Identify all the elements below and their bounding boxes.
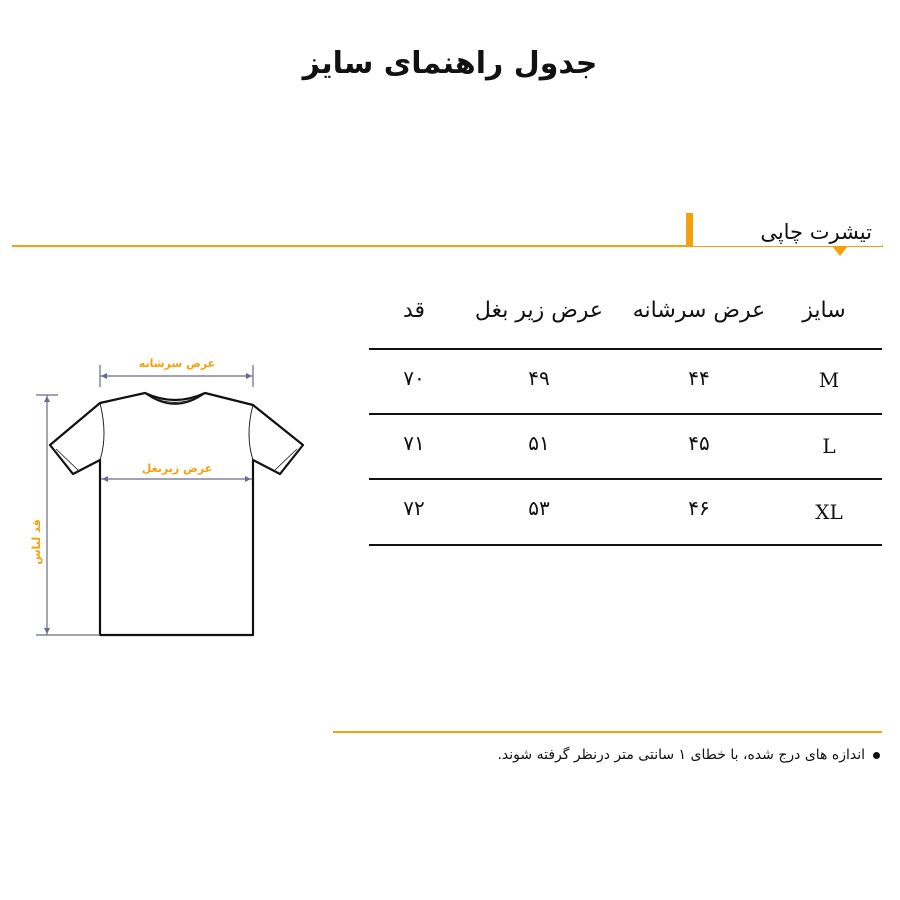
shoulder-width-label: عرض سرشانه [138, 357, 216, 370]
cell-size: M [818, 368, 840, 392]
cell-shoulder-width: ۴۶ [688, 496, 710, 520]
table-header [369, 288, 882, 348]
cell-size: XL [815, 500, 843, 524]
cell-chest-width: ۵۳ [528, 496, 550, 520]
table-divider [369, 413, 882, 415]
cell-shoulder-width: ۴۴ [688, 366, 710, 390]
size-table [369, 288, 882, 524]
chest-width-label: عرض زیربغل [141, 462, 213, 475]
section-tab-notch [832, 246, 848, 256]
length-label: قد لباس [30, 519, 43, 565]
cell-size: L [822, 434, 836, 458]
section-title: تیشرت چاپی [760, 220, 872, 244]
bullet-icon [873, 752, 880, 759]
header-size: سایز [802, 298, 846, 323]
table-divider [369, 348, 882, 350]
header-shoulder-width: عرض سرشانه [632, 298, 766, 323]
cell-shoulder-width: ۴۵ [688, 431, 710, 455]
table-divider [369, 544, 882, 546]
tshirt-outline [50, 393, 303, 635]
footer-divider [333, 731, 882, 733]
page-title: جدول راهنمای سایز [302, 46, 598, 81]
cell-chest-width: ۵۱ [528, 431, 550, 455]
cell-length: ۷۱ [403, 431, 425, 455]
footer-note-text: اندازه های درج شده، با خطای ۱ سانتی متر درنظر گرفته شوند. [497, 747, 865, 763]
cell-length: ۷۲ [403, 496, 425, 520]
table-divider [369, 478, 882, 480]
tshirt-diagram [20, 345, 320, 645]
header-chest-width: عرض زیر بغل [474, 298, 604, 323]
cell-length: ۷۰ [403, 366, 425, 390]
footer-note [497, 747, 880, 763]
header-length: قد [402, 298, 426, 323]
cell-chest-width: ۴۹ [528, 366, 550, 390]
